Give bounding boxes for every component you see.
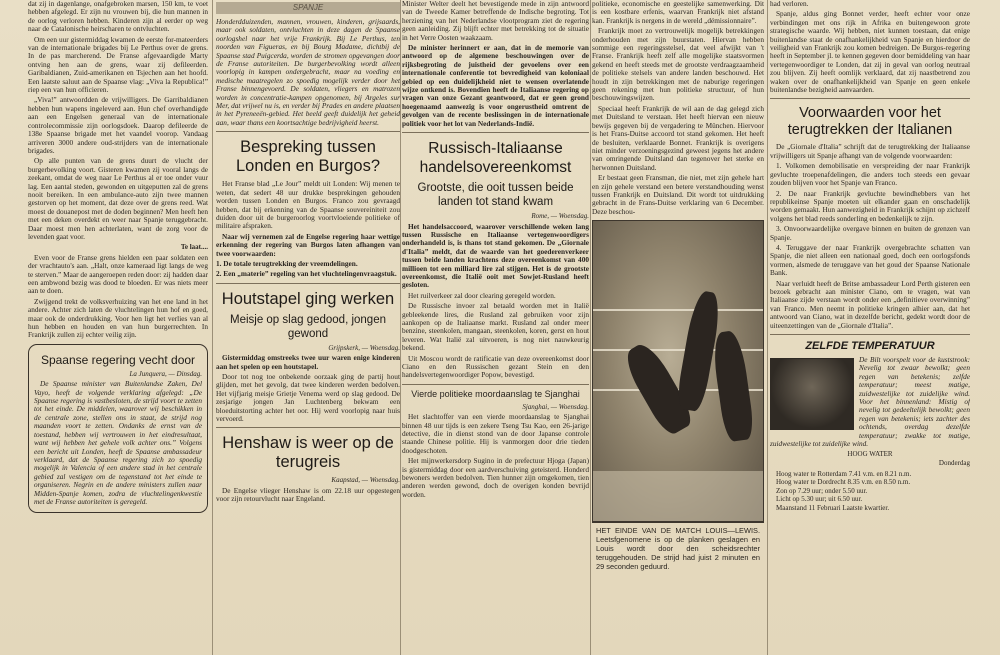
list-item: 1. Volkomen demobilisatie en verspreiding der naar Frankrijk gevluchte troepenafdelingen, die anders toch steeds een gevaar zouden blijven voor het Spanje van Franco.	[770, 161, 970, 188]
article-text: Het Franse blad „Le Jour” meldt uit Londen: Wij menen te weten, dat sedert 48 uur drukke besprekingen gehouden worden tussen Londen en Burgos. Franco zou gevraagd hebben, dat bij erkenning van de Spaanse souvereiniteit zou duiden door uit de burgeroorlog voortvloeiende politieke of militaire afspraken.	[216, 179, 400, 231]
article-text: Zwijgend trekt de volksverhuizing van het ene land in het andere. Achter zich laten de vluchtelingen hun hof en goed, maar ook de onderdrukking. Voor hen ligt het verlies van al hun hebben en houden en van hun burgerrechten. In Frankrijk zullen zij echter veilig zijn.	[28, 296, 208, 340]
list-item: 1. De totale terugtrekking der vreemdelingen.	[216, 258, 358, 268]
divider	[770, 334, 970, 335]
referee-figure	[710, 330, 755, 443]
ring-rope	[593, 309, 763, 311]
list-item: 3. Onvoorwaardelijke overgave binnen en buiten de grenzen van Spanje.	[770, 224, 970, 242]
article-text: Minister Welter deelt het bevestigende mede in zijn antwoord van de Tweede Kamer betreffende de Indische begroting. Tot herziening van het Nederlandse vlootprogram ziet de regering geen aanleiding. Zij blijft echter met betrekking tot de situatie in het Verre Oosten waakzaam.	[402, 0, 589, 42]
article-text: De minister herinnert er aan, dat in de memorie van antwoord op de algemene beschouwingen over de rijksbegroting de juistheid der gevoelens over een internationale conferentie tot bevredigheid van koloniaal gebied op een duidelijkheid niet te wensen overlatende wijze ontkend is. Bovendien heeft de Italiaanse regering op vragen van onze Gezant geantwoord, dat er geen grond hoegenaamd aanwezig is voor ongerustheid omtrent de gevolgen van de recente beslissingen in de internationale politiek voor het lot van Nederlands-Indië.	[402, 43, 589, 128]
article-text: Op alle punten van de grens duurt de vlucht der burgerbevolking voort. Gisteren kwamen zij vooral langs de zeekant, omdat de weg naar Le Perthus al er toe onder vuur lag. Een aantal steden, gewonden en uitgeputten zal de grens nooit bereiken. In een ambulance-auto zijn twee mannen gestorven op het moment, dat deze over de grens reed. Wat moest de douanepost met de doden beginnen? Men heeft hen met een deken overdekt en weer naar Spanje teruggebracht. Daar moest men hen achterlaten, want de zorg voor de levenden gaat voor.	[28, 156, 208, 241]
article-text: politieke, economische en geestelijke samenwerking. Dit is een kostbare erfenis, waarvan Frankrijk niet afstand kan. Frankrijk is nergens in de wereld „démissionnaire”.	[592, 0, 764, 25]
headline: Spaanse regering vecht door	[40, 352, 196, 367]
tide-line: Maanstand 11 Februari Laatste kwartier.	[776, 503, 890, 512]
article-text: De Spaanse minister van Buitenlandse Zaken, Del Vayo, heeft de volgende verklaring afgelegd: „De Spaanse regering is vastbesloten, de strijd voort te zetten tot het einde. De middelen, waarover wij beschikken in de centrale zone, stellen ons in staat, de strijd nog maanden voort te zetten. Ondanks de ernst van de toestand, hebben wij vertrouwen in het eindresultaat, want wij hebben het gehele volk achter ons.” Volgens een bericht uit Londen, heeft de Spaanse ambassadeur verklaard, dat de Spaanse regering zich zo spoedig mogelijk in Valencia of een andere stad in het centrale gebied zal vestigen om de tegenstand tot het einde te organiseren. Negrin en de andere ministers zullen naar Midden-Spanje komen, zodra de vluchtelingenkwestie met de Franse autoriteiten is geregeld.	[34, 379, 202, 506]
ring-canvas	[593, 471, 763, 521]
article-text: De „Giornale d'Italia” schrijft dat de terugtrekking der Italiaanse vrijwilligers uit Spanje afhangt van de volgende voorwaarden:	[770, 142, 970, 160]
article-text: Naar verluidt heeft de Britse ambassadeur Lord Perth gisteren een bezoek gebracht aan minister Ciano, om te vragen, wat van Italiaanse zijde verstaan wordt onder een „definitieve overwinning” van Franco. Men neemt in politieke kringen alhier aan, dat het antwoord van Ciano, wat in dezelfde bericht, gedekt wordt door de uiteenzettingen van de „Giornale d'Italia”.	[770, 278, 970, 330]
article-text: Frankrijk moet zo vertrouwelijk mogelijk betrekkingen onderhouden met zijn buurstaten. Hiervan hebben sommige een regeringsstelsel, dat veel afwijkt van 't Franse. Frankrijk heeft zelf alle mogelijke staatsvormen gekend en heeft steeds met de grootste verdraagzaamheid de politieke stelsels van andere landen beschouwd. Het houdt in zijn betrekkingen met de naburige regeringen geen rekening met hun politieke structuur, of hun beschouwingswijzen.	[592, 26, 764, 103]
photo-strip: SPANJE	[216, 2, 400, 14]
column-rule	[767, 0, 768, 655]
article-text: Het slachtoffer van een vierde moordaanslag te Sjanghai binnen 48 uur tijds is een zekere Tseng Tsu Kao, een 26-jarige detective, die in dienst stond van de door Japanse controle staande Chinese politie. Hij is vanmorgen door drie tieden doodgeschoten.	[402, 412, 589, 455]
column-rule	[400, 0, 401, 655]
divider	[402, 132, 589, 133]
tide-line: Zon op 7.29 uur; onder 5.50 uur.	[776, 486, 868, 495]
photo-caption-text: Honderdduizenden, mannen, vrouwen, kinderen, grijsaards, maar ook soldaten, ontvluchten in deze dagen de Spaanse oorlogshel naar het vrije Frankrijk. Bij Le Perthus, ten noorden van Figueras, en bij Bourg Madame, dichtbij de Spaanse stad Puigcerda, worden de stromen opgevangen door de Franse autoriteiten. De burgerbevolking wordt alleen voorlopig in kampen ondergebracht, maar na voeding en medische maatregelen zo spoedig mogelijk verder door het Franse binnengevoerd. De soldaten, vliegers en matrozen worden in concentratie-kampen opgenomen, bij Argeles sur Mer, dat vrijwel nu is, en verder bij Prades en andere plaatsen in het Pyreneeën-gebied. Het beeld geeft duidelijk het geheid aan, waar thans een koortsachtige bedrijvigheid heerst.	[216, 17, 400, 127]
headline: Voorwaarden voor het terugtrekken der Italianen	[787, 105, 953, 139]
column-3	[402, 0, 589, 655]
column-rule	[212, 0, 213, 655]
dateline: Rome, — Woensdag.	[531, 212, 589, 221]
article-text: Naar wij vernemen zal de Engelse regering haar wettige erkenning der regering van Burgos laten afhangen van twee voorwaarden:	[216, 231, 400, 258]
headline: Russisch-Italiaanse handelsovereenkomst	[419, 140, 572, 177]
subheadline: Meisje op slag gedood, jongen gewond	[229, 313, 386, 340]
article-text: Gistermiddag omstreeks twee uur waren enige kinderen aan het spelen op een houtstapel.	[216, 353, 400, 371]
headline: Houtstapel ging werken	[221, 289, 395, 308]
article-text: Het ruilverkeer zal door clearing geregeld worden.	[408, 290, 556, 300]
article-text: Het mijnwerkersdorp Sugino in de prefectuur Hjoga (Japan) is gistermiddag door een aardverschuiving geteisterd. Honderd bewoners werden bedolven. Tien hunner zijn omgekomen, tien anderen werden gewond, doch de overigen konden bevrijd worden.	[402, 456, 589, 499]
divider	[402, 384, 589, 385]
column-1	[28, 0, 208, 655]
divider	[216, 283, 400, 284]
subheading: Te laat....	[180, 243, 208, 252]
dateline: Kaapstad, — Woensdag.	[331, 476, 400, 485]
dateline: Grijpskerk, — Woensdag.	[328, 343, 400, 352]
article-text: De Engelse vlieger Henshaw is om 22.18 uur opgestegen voor zijn retourvlucht naar Engeland.	[216, 485, 400, 504]
article-text: „Viva!” antwoordden de vrijwilligers. De Garribaldianen hebben hun wapens ingeleverd aan. Hun chef overhandigde aan een Engelsen generaal van de internationale controlecommissie zijn oorlogsdoek. Daarop defileerde de 138e Spaanse brigade met het vaandel voorop. Vandaag arriveren 3000 andere oud-strijders van de internationale brigades.	[28, 95, 208, 155]
column-2	[216, 0, 400, 655]
divider	[770, 98, 970, 99]
list-item: 2. De naar Frankrijk gevluchte bewindhebbers van het republikeinse Spanje moeten uit elkander gaan en onschadelijk worden gemaakt. Hun aanwezigheid in Frankrijk schijnt op zichzelf volgens het blad reeds sonderling en bedenkelijk te zijn.	[770, 188, 970, 223]
tide-line: Hoog water te Rotterdam 7.41 v.m. en 8.21 n.m.	[776, 469, 912, 478]
tide-line: Licht op 5.30 uur; uit 6.50 uur.	[776, 495, 863, 504]
dateline: La Junquera, — Dinsdag.	[129, 369, 202, 378]
column-rule	[590, 0, 591, 655]
subheadline: Grootste, die ooit tussen beide landen tot stand kwam	[417, 182, 574, 209]
tide-title: HOOG WATER	[847, 450, 893, 459]
list-item: 2. Een „materie” regeling van het vluchtelingenvraagstuk.	[216, 269, 397, 279]
headline: Bespreking tussen Londen en Burgos?	[235, 138, 381, 176]
divider	[216, 131, 400, 132]
article-text: had verloren.	[770, 0, 809, 8]
boxed-article	[28, 344, 208, 514]
tide-line: Hoog water te Dordrecht 8.35 v.m. en 8.50 n.m.	[776, 478, 911, 487]
list-item: 4. Teruggave der naar Frankrijk overgebrachte schatten van Spanje, die niet alleen een nationaal goed, doch een oorlogsfonds vormen, alsmede de teruggave van het goud der Spaanse Nationale Bank.	[770, 242, 970, 278]
article-text: Uit Moscou wordt de ratificatie van deze overeenkomst door Ciano en den Russischen gezant Stein en den handelsvertegenwoordiger Popow, bevestigd.	[402, 353, 589, 380]
column-5	[770, 0, 970, 655]
article-text: Om een uur gistermiddag kwamen de eerste for-mateerders van de internationale brigades bij Le Perthus over de grens. In de pas marcherend. De Franse afgevaardigde Marty ontving hen aan de grens, waar zij defileerden. Garibaldianen, Zuid-amerikanen en Tsjechen aan het hoofd. Een laatste saluut aan de Spaanse vlag: „Viva la Republica!” riep een van hun officieren.	[28, 34, 208, 95]
article-text: Spanje, aldus ging Bonnet verder, heeft echter voor onze verbindingen met ons rijk in Afrika en buitengewoon grote strategische waarde. Wij hebben, niet kunnen toestaan, dat enige buitenlandse staat de onafhankelijkheid van Spanje en hierdoor de veiligheid van Frankrijk zou komen bedreigen. De Burgos-regering heeft in September jl. te kennen gegeven door bemiddeling van haar vertegenwoordiger te Londen, dat zij in geval van oorlog neutraal zou blijven. Zij heeft oomlijk verklaard, dat zij naastbetrend zou waken over de onafhankelijkheid van Spanje en geen enkele buitenlandse bezigheid aanvaarden.	[770, 9, 970, 95]
article-text: Even voor de Franse grens hielden een paar soldaten een der vrachtauto's aan. „Halt, onze kameraad ligt langs de weg te sterven.” Maar de aangeroepen reden door: zij hadden daar een ambwond bezig was dood te bloeden. Er was niets meer aan te doen.	[28, 252, 208, 296]
photo-caption: HET EINDE VAN DE MATCH LOUIS—LEWIS. Leetsfgenomene is op de planken geslagen en Louis wordt door den scheidsrechter teruggehouden. De strijd had juist 2 minuten en 29 seconden geduurd.	[592, 522, 764, 574]
headline: Vierde politieke moordaanslag te Sjanghai	[411, 388, 580, 399]
dateline: Sjanghai, — Woensdag.	[522, 402, 589, 411]
tide-day: Donderdag	[938, 459, 970, 468]
article-text: De Russische invoer zal betaald worden met in Italië gebleekende lires, die Rusland zal gebruiken voor zijn aankopen op de Italiaanse markt. Rusland zal onder meer benzine, steenkolen, mangaan, steenkolen, koren, gerst en hout leveren. Wat Italië zal uitvoeren, is nog niet nauwkeurig bekend.	[402, 301, 589, 353]
article-text: Er bestaat geen Fransman, die niet, met zijn gehele hart en zijn gehele verstand een betere verstandhouding wenst tussen Frankrijk en Duitsland. Dit wordt tot uitdrukking gebracht in de Frans-Duitse verklaring van 6 December. Deze beschou-	[592, 173, 764, 216]
column-4	[592, 0, 764, 655]
boxing-photo	[592, 220, 764, 522]
article-text: Het handelsaccoord, waarover verschillende weken lang tussen Russische en Italiaanse vertegenwoordigers onderhandeld is, is thans tot stand gekomen. De „Giornale d'Italia” meldt, dat de waarde van het goederenverkeer tussen beide landen krachtens deze overeenkomst van 400 millioen tot een milliard lire zal stijgen. Het is de grootste overeenkomst, die Italië ooit met Sowjet-Rusland heeft gesloten.	[402, 221, 589, 290]
article-text: Door tot nog toe onbekende oorzaak ging de partij hout glijden, met het gevolg, dat twee kinderen werden bedolven. Het vijfjarig meisje Grietje Venema werd op slag gedood. De zesjarige jongen Jan Luchtenberg bekwam een bloeduitstorting achter het oor. Hij werd voorlopig naar huis vervoerd.	[216, 371, 400, 423]
weather-headline: ZELFDE TEMPERATUUR	[805, 340, 935, 352]
divider	[216, 427, 400, 428]
headline: Henshaw is weer op de terugreis	[222, 434, 394, 472]
weather-image	[770, 358, 854, 430]
article-text: Speciaal heeft Frankrijk de wil aan de dag gelegd zich met Duitsland te verstaan. Het heeft hiervan een nieuw bewijs gegeven bij de vergadering te München. Hiervoor is het Frans-Duitse accoord tot stand gekomen. Het heeft de besluiten, verklaarde Bonnet. Frankrijk is overigens niet minder verzoeningsgezind geweest jegens het andere van omringende Duitsland dan tegenover het sterke en herwonnen Duitsland.	[592, 103, 764, 172]
weather-forecast: De Bilt voorspelt voor de kuststrook: Nevelig tot zwaar bewolkt; geen regen van betekenis; zelfde temperatuur; meest matige, zuidwestelijke tot zuidelijke wind. Voor het binnenland: Mistig of nevelig tot gedeeltelijk bewolkt; geen regen van betekenis; iets zachter des ochtends, overdag dezelfde temperatuur; zwakke tot matige, zuidwestelijke tot zuidelijke wind.	[770, 355, 970, 449]
article-text: dat zij in dagenlange, onafgebroken marsen, 150 km, te voet hebben afgelegd. Er zijn nu vrouwen bij, die hun mannen in de oorlog verloren hebben. Kinderen zijn al eerder op weg naar de Catalonische heirscharen te ontvluchten.	[28, 0, 208, 34]
